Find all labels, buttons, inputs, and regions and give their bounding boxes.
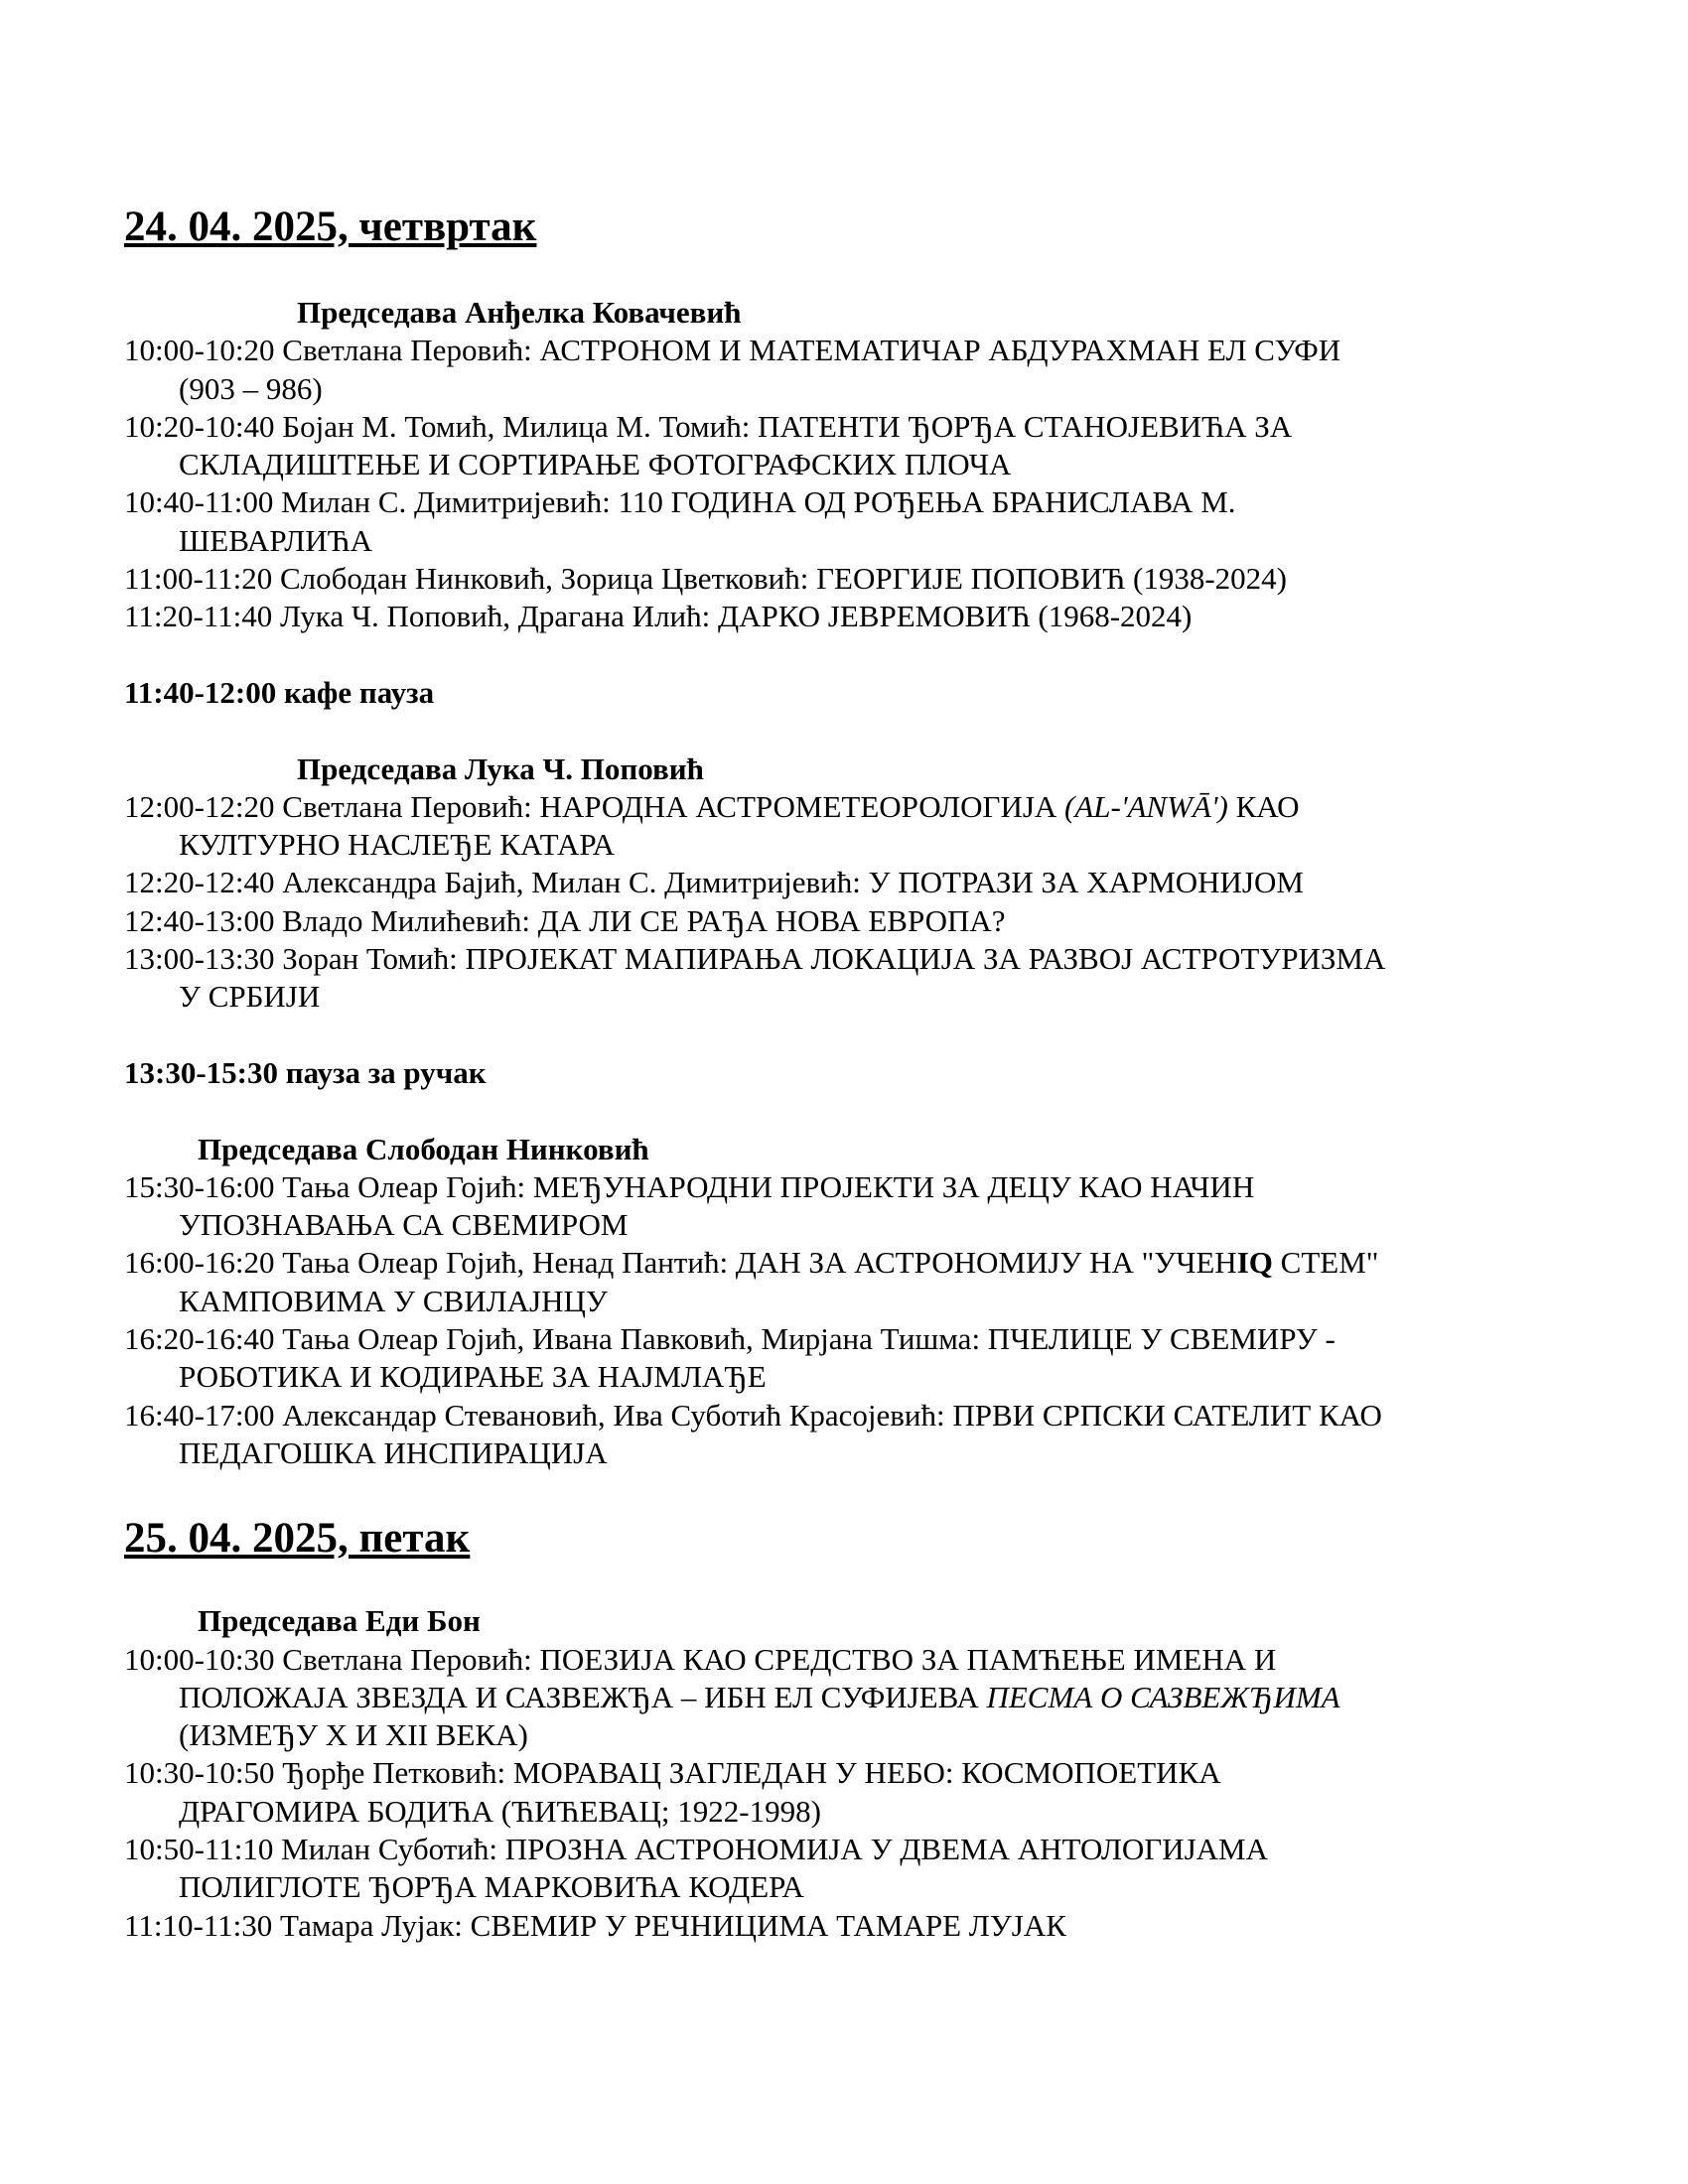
item-first-line bbox=[124, 940, 1633, 978]
spacer bbox=[124, 636, 1633, 674]
item-text: 10:50-11:10 Милан Суботић: ПРОЗНА АСТРОНОМИЈА У ДВЕМА АНТОЛОГИЈАМА bbox=[124, 1831, 1268, 1866]
item-text: 15:30-16:00 Тања Олеар Гојић: МЕЂУНАРОДНИ ПРОЈЕКТИ ЗА ДЕЦУ КАО НАЧИН bbox=[124, 1168, 1255, 1204]
session-chair: Председава Анђелка Ковачевић bbox=[297, 295, 742, 330]
item-continuation-line bbox=[124, 826, 1633, 864]
bold-text: IQ bbox=[1236, 1245, 1273, 1281]
item-text: 16:40-17:00 Александар Стевановић, Ива Суботић Красојевић: ПРВИ СРПСКИ САТЕЛИТ КАО bbox=[124, 1397, 1382, 1433]
item-continuation-line bbox=[124, 1434, 1633, 1472]
program-item bbox=[124, 1244, 1633, 1320]
break-label: 13:30-15:30 пауза за ручак bbox=[124, 1054, 487, 1090]
item-continuation-line bbox=[124, 1716, 1633, 1754]
item-text: ДРАГОМИРА БОДИЋА (ЋИЋЕВАЦ; 1922-1998) bbox=[179, 1793, 821, 1829]
item-text: 12:20-12:40 Александра Бајић, Милан С. Димитријевић: У ПОТРАЗИ ЗА ХАРМОНИЈОМ bbox=[124, 865, 1304, 900]
italic-title: (AL-'ANWĀ') bbox=[1064, 788, 1228, 824]
item-text: КУЛТУРНО НАСЛЕЂЕ КАТАРА bbox=[179, 827, 616, 863]
item-text: (903 – 986) bbox=[179, 370, 323, 406]
program-item bbox=[124, 1168, 1633, 1245]
item-text: ПЕДАГОШКА ИНСПИРАЦИЈА bbox=[179, 1434, 608, 1470]
item-text: 11:10-11:30 Тамара Лујак: СВЕМИР У РЕЧНИЦИМА ТАМАРЕ ЛУЈАК bbox=[124, 1907, 1066, 1943]
program-item bbox=[124, 408, 1633, 484]
item-text: 10:30-10:50 Ђорђе Петковић: МОРАВАЦ ЗАГЛЕДАН У НЕБО: КОСМОПОЕТИКА bbox=[124, 1755, 1221, 1791]
item-first-line bbox=[124, 1244, 1633, 1282]
item-continuation-line bbox=[124, 370, 1633, 408]
item-text: СТЕМ" bbox=[1272, 1245, 1379, 1281]
program-item bbox=[124, 1831, 1633, 1907]
item-text: 16:20-16:40 Тања Олеар Гојић, Ивана Павковић, Мирјана Тишма: ПЧЕЛИЦЕ У СВЕМИРУ - bbox=[124, 1321, 1336, 1357]
session-chair: Председава Еди Бон bbox=[198, 1603, 481, 1639]
item-continuation-line bbox=[124, 1283, 1633, 1320]
item-text: РОБОТИКА И КОДИРАЊЕ ЗА НАЈМЛАЂЕ bbox=[179, 1359, 767, 1395]
program-item bbox=[124, 1907, 1633, 1945]
item-first-line bbox=[124, 1641, 1633, 1679]
program-item bbox=[124, 788, 1633, 865]
item-text: 11:20-11:40 Лука Ч. Поповић, Драгана Илић: ДАРКО ЈЕВРЕМОВИЋ (1968-2024) bbox=[124, 599, 1193, 634]
item-text: 13:00-13:30 Зоран Томић: ПРОЈЕКАТ МАПИРАЊА ЛОКАЦИЈА ЗА РАЗВОЈ АСТРОТУРИЗМА bbox=[124, 941, 1386, 977]
item-first-line bbox=[124, 408, 1633, 446]
item-text: 10:00-10:20 Светлана Перовић: АСТРОНОМ И МАТЕМАТИЧАР АБДУРАХМАН ЕЛ СУФИ bbox=[124, 333, 1341, 368]
program-item bbox=[124, 1397, 1633, 1473]
day-heading: 24. 04. 2025, четвртак bbox=[124, 204, 537, 250]
item-first-line bbox=[124, 1831, 1633, 1868]
item-text: УПОЗНАВАЊА СА СВЕМИРОМ bbox=[179, 1207, 629, 1243]
item-continuation-line bbox=[124, 1868, 1633, 1906]
spacer bbox=[124, 1092, 1633, 1130]
program-document bbox=[124, 198, 1633, 1945]
item-first-line bbox=[124, 483, 1633, 521]
item-first-line bbox=[124, 598, 1633, 635]
break-label: 11:40-12:00 кафе пауза bbox=[124, 674, 435, 710]
day-heading: 25. 04. 2025, петак bbox=[124, 1515, 471, 1563]
item-continuation-line bbox=[124, 1206, 1633, 1244]
session-chair: Председава Лука Ч. Поповић bbox=[297, 751, 704, 786]
program-item bbox=[124, 483, 1633, 560]
item-text: 16:00-16:20 Тања Олеар Гојић, Ненад Пантић: ДАН ЗА АСТРОНОМИЈУ НА "УЧЕН bbox=[124, 1245, 1237, 1281]
item-text: КАО bbox=[1227, 788, 1300, 824]
item-continuation-line bbox=[124, 1793, 1633, 1831]
item-first-line bbox=[124, 560, 1633, 598]
item-text: 12:00-12:20 Светлана Перовић: НАРОДНА АСТРОМЕТЕОРОЛОГИЈА bbox=[124, 788, 1065, 824]
item-first-line bbox=[124, 864, 1633, 901]
item-text: КАМПОВИМА У СВИЛАЈНЦУ bbox=[179, 1283, 608, 1318]
program-item bbox=[124, 940, 1633, 1017]
program-item bbox=[124, 1641, 1633, 1755]
item-first-line bbox=[124, 788, 1633, 826]
spacer bbox=[124, 1017, 1633, 1054]
program-item bbox=[124, 1320, 1633, 1397]
item-first-line bbox=[124, 1168, 1633, 1206]
item-text: 10:40-11:00 Милан С. Димитријевић: 110 ГОДИНА ОД РОЂЕЊА БРАНИСЛАВА М. bbox=[124, 484, 1236, 520]
item-text: 10:00-10:30 Светлана Перовић: ПОЕЗИЈА КАО СРЕДСТВО ЗА ПАМЋЕЊЕ ИМЕНА И bbox=[124, 1641, 1277, 1677]
item-continuation-line bbox=[124, 1358, 1633, 1396]
program-item bbox=[124, 864, 1633, 901]
item-text: У СРБИЈИ bbox=[179, 979, 321, 1015]
spacer bbox=[124, 712, 1633, 750]
item-continuation-line bbox=[124, 446, 1633, 483]
item-first-line bbox=[124, 1907, 1633, 1945]
item-continuation-line bbox=[124, 978, 1633, 1016]
program-item bbox=[124, 332, 1633, 408]
session-chair: Председава Слободан Нинковић bbox=[198, 1131, 649, 1166]
item-first-line bbox=[124, 332, 1633, 369]
item-text: ПОЛОЖАЈА ЗВЕЗДА И САЗВЕЖЂА – ИБН ЕЛ СУФИЈЕВА bbox=[179, 1679, 987, 1714]
program-item bbox=[124, 560, 1633, 598]
item-text: ШЕВАРЛИЋА bbox=[179, 522, 373, 558]
item-first-line bbox=[124, 1320, 1633, 1358]
item-first-line bbox=[124, 902, 1633, 940]
item-continuation-line bbox=[124, 1679, 1633, 1716]
item-first-line bbox=[124, 1397, 1633, 1434]
item-text: 11:00-11:20 Слободан Нинковић, Зорица Цветковић: ГЕОРГИЈЕ ПОПОВИЋ (1938-2024) bbox=[124, 561, 1287, 597]
item-text: 10:20-10:40 Бојан М. Томић, Милица М. Томић: ПАТЕНТИ ЂОРЂА СТАНОЈЕВИЋА ЗА bbox=[124, 408, 1293, 444]
program-item bbox=[124, 1754, 1633, 1831]
program-item bbox=[124, 598, 1633, 635]
item-text: 12:40-13:00 Владо Милићевић: ДА ЛИ СЕ РАЂА НОВА ЕВРОПА? bbox=[124, 902, 1006, 938]
item-continuation-line bbox=[124, 522, 1633, 560]
program-item bbox=[124, 902, 1633, 940]
item-text: СКЛАДИШТЕЊЕ И СОРТИРАЊЕ ФОТОГРАФСКИХ ПЛОЧА bbox=[179, 447, 1012, 482]
item-text: ПОЛИГЛОТЕ ЂОРЂА МАРКОВИЋА КОДЕРА bbox=[179, 1869, 804, 1905]
item-first-line bbox=[124, 1754, 1633, 1792]
italic-title: ПЕСМА О САЗВЕЖЂИМА bbox=[986, 1679, 1340, 1714]
item-text: (ИЗМЕЂУ X И XII ВЕКА) bbox=[179, 1717, 528, 1753]
